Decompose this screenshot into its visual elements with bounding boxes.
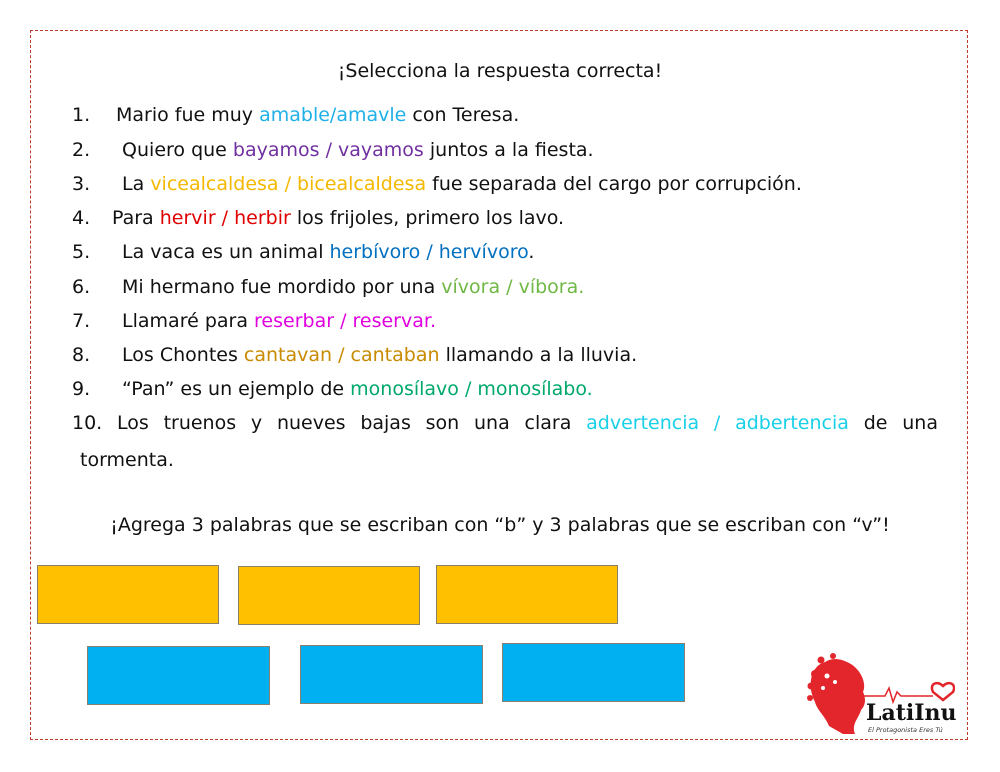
answer-separator: /: [713, 412, 721, 434]
question-text: La: [116, 173, 151, 195]
answer-options[interactable]: amable/amavle: [259, 104, 407, 126]
question-text-end: con Teresa.: [406, 104, 520, 126]
question-word: clara: [524, 412, 572, 434]
question-word: una: [474, 412, 510, 434]
question-word: truenos: [163, 412, 237, 434]
question-word: Los: [117, 412, 149, 434]
question-text-end: llamando a la lluvia.: [439, 344, 638, 366]
question-word: son: [425, 412, 460, 434]
answer-options[interactable]: hervir / herbir: [159, 207, 291, 229]
page-title: ¡Selecciona la respuesta correcta!: [337, 60, 663, 82]
question-number: 2.: [72, 139, 91, 161]
question-number: 1.: [72, 104, 91, 126]
question-word: una: [902, 412, 938, 434]
answer-box-b-3[interactable]: [436, 565, 618, 624]
question-6: [72, 276, 584, 298]
question-word: nueves: [276, 412, 346, 434]
question-7: [72, 310, 436, 332]
question-text-end: los frijoles, primero los lavo.: [290, 207, 565, 229]
question-number: 7.: [72, 310, 91, 332]
answer-box-v-2[interactable]: [300, 645, 483, 704]
question-text-end: juntos a la fiesta.: [423, 139, 594, 161]
answer-options[interactable]: cantavan / cantaban: [243, 344, 440, 366]
question-word: de: [863, 412, 888, 434]
question-number: 5.: [72, 241, 91, 263]
answer-box-b-1[interactable]: [37, 565, 219, 624]
answer-option[interactable]: advertencia: [586, 412, 700, 434]
question-number: 9.: [72, 378, 91, 400]
question-text: Para: [112, 207, 160, 229]
question-8: [72, 344, 637, 366]
answer-box-v-3[interactable]: [502, 643, 685, 702]
question-text: Mario fue muy: [116, 104, 260, 126]
question-9: [72, 378, 593, 400]
answer-options[interactable]: vívora / víbora.: [441, 276, 585, 298]
question-10-continuation: tormenta.: [80, 449, 174, 471]
answer-options[interactable]: monosílavo / monosílabo.: [350, 378, 593, 400]
answer-box-v-1[interactable]: [87, 646, 270, 705]
question-number: 3.: [72, 173, 91, 195]
question-5: [72, 241, 534, 263]
question-4: [72, 207, 564, 229]
answer-options[interactable]: bayamos / vayamos: [232, 139, 424, 161]
question-text-end: .: [528, 241, 535, 263]
logo-name: LatiInu: [866, 700, 957, 726]
answer-option[interactable]: adbertencia: [735, 412, 849, 434]
answer-options[interactable]: vicealcaldesa / bicealcaldesa: [150, 173, 427, 195]
question-word: bajas: [360, 412, 411, 434]
instruction-text: ¡Agrega 3 palabras que se escriban con “b” y 3 palabras que se escriban con “v”!: [110, 514, 890, 536]
question-number: 8.: [72, 344, 91, 366]
question-1: [72, 104, 519, 126]
question-text: Llamaré para: [116, 310, 255, 332]
question-text-end: fue separada del cargo por corrupción.: [426, 173, 802, 195]
question-text: Los Chontes: [116, 344, 244, 366]
question-10: [72, 412, 938, 434]
answer-box-b-2[interactable]: [238, 566, 420, 625]
question-number: 4.: [72, 207, 91, 229]
logo-tagline: El Protagonista Eres Tú: [868, 726, 943, 734]
question-2: [72, 139, 594, 161]
answer-options[interactable]: reserbar / reservar.: [254, 310, 436, 332]
question-word: y: [250, 412, 263, 434]
question-text: Mi hermano fue mordido por una: [116, 276, 442, 298]
question-3: [72, 173, 802, 195]
question-number: 6.: [72, 276, 91, 298]
question-text: La vaca es un animal: [116, 241, 330, 263]
question-text: Quiero que: [116, 139, 233, 161]
question-number: 10.: [72, 412, 103, 434]
answer-options[interactable]: herbívoro / hervívoro: [329, 241, 529, 263]
question-text: “Pan” es un ejemplo de: [116, 378, 351, 400]
